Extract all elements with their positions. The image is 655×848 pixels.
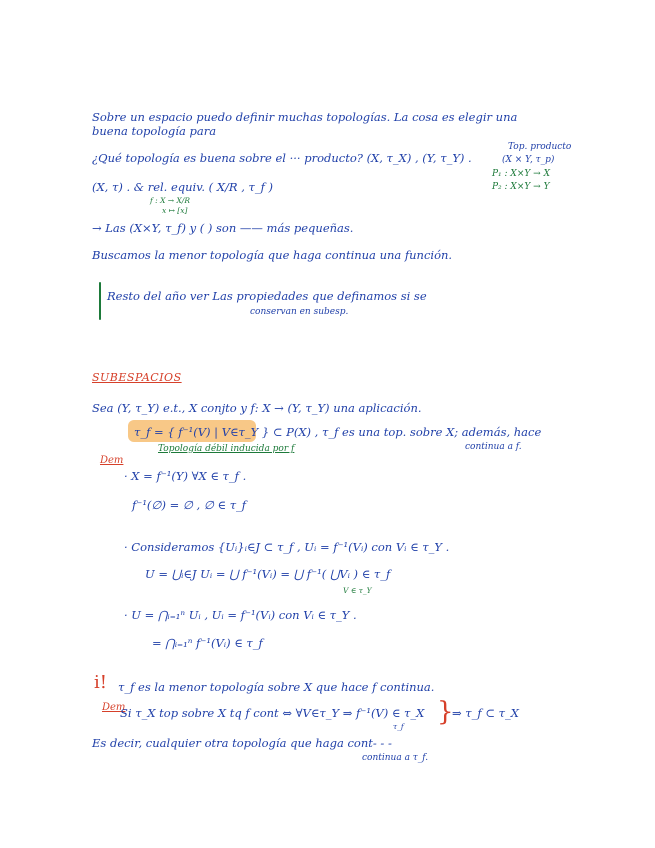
note-line: Buscamos la menor topología que haga continua una función. bbox=[92, 248, 453, 262]
note-line: Si τ_X top sobre X tq f cont ⇔ ∀V∈τ_Y ⇒ f⁻¹(V) ∈ τ_X bbox=[120, 706, 425, 720]
proof-line: · U = ⋂ᵢ₌₁ⁿ Uᵢ , Uᵢ = f⁻¹(Vᵢ) con Vᵢ ∈ τ_Y . bbox=[124, 608, 357, 622]
section-title: SUBESPACIOS bbox=[92, 371, 182, 384]
boxed-note-line: conservan en subesp. bbox=[250, 307, 349, 317]
proof-under: V ∈ τ_Y bbox=[343, 586, 372, 595]
note-line: ⇒ τ_f ⊂ τ_X bbox=[452, 706, 519, 720]
side-note-title: Top. producto bbox=[508, 142, 572, 152]
closing-brace: } bbox=[437, 697, 454, 727]
note-line: Es decir, cualquier otra topología que haga cont- - - bbox=[92, 736, 392, 750]
important-mark: i! bbox=[94, 672, 107, 693]
side-note-projection: P₁ : X×Y → X bbox=[492, 169, 550, 179]
note-line: continua a τ_f. bbox=[362, 753, 429, 763]
note-map: f : X → X/R bbox=[150, 196, 190, 205]
margin-bar bbox=[99, 282, 101, 320]
dem-tag: Dem bbox=[100, 455, 124, 466]
proof-line: · X = f⁻¹(Y) ∀X ∈ τ_f . bbox=[124, 469, 247, 483]
note-line: ¿Qué topología es buena sobre el ··· producto? (X, τ_X) , (Y, τ_Y) . bbox=[92, 151, 472, 165]
note-map: x ↦ [x] bbox=[162, 206, 188, 215]
definition-caption: Topología débil inducida por f bbox=[158, 444, 295, 454]
note-line: τ_f es la menor topología sobre X que hace f continua. bbox=[118, 680, 435, 694]
note-line: Sea (Y, τ_Y) e.t., X conjto y f: X → (Y, τ_Y) una aplicación. bbox=[92, 401, 422, 415]
side-note-pair: (X × Y, τ_p) bbox=[502, 155, 555, 165]
proof-line: f⁻¹(∅) = ∅ , ∅ ∈ τ_f bbox=[132, 498, 247, 512]
proof-line: = ⋂ᵢ₌₁ⁿ f⁻¹(Vᵢ) ∈ τ_f bbox=[152, 636, 263, 650]
note-line: → Las (X×Y, τ_f) y ( ) son —— más pequeñas. bbox=[92, 221, 354, 235]
proof-line: · Consideramos {Uᵢ}ᵢ∈J ⊂ τ_f , Uᵢ = f⁻¹(Vᵢ) con Vᵢ ∈ τ_Y . bbox=[124, 540, 450, 554]
note-line: Sobre un espacio puedo definir muchas topologías. La cosa es elegir una bbox=[92, 110, 518, 124]
dem-tag: Dem bbox=[102, 702, 126, 713]
note-line: buena topología para bbox=[92, 124, 217, 138]
note-under: τ_f bbox=[393, 722, 404, 731]
boxed-note-line: Resto del año ver Las propiedades que definamos si se bbox=[107, 289, 427, 303]
definition-line: continua a f. bbox=[465, 442, 522, 452]
note-line: (X, τ) . & rel. equiv. ( X/R , τ_f ) bbox=[92, 180, 274, 194]
definition-line: τ_f = { f⁻¹(V) | V∈τ_Y } ⊂ P(X) , τ_f es una top. sobre X; además, hace bbox=[134, 425, 542, 439]
side-note-projection: P₂ : X×Y → Y bbox=[492, 182, 550, 192]
proof-line: U = ⋃ᵢ∈J Uᵢ = ⋃ f⁻¹(Vᵢ) = ⋃ f⁻¹( ⋃Vᵢ ) ∈ τ_f bbox=[145, 567, 391, 581]
